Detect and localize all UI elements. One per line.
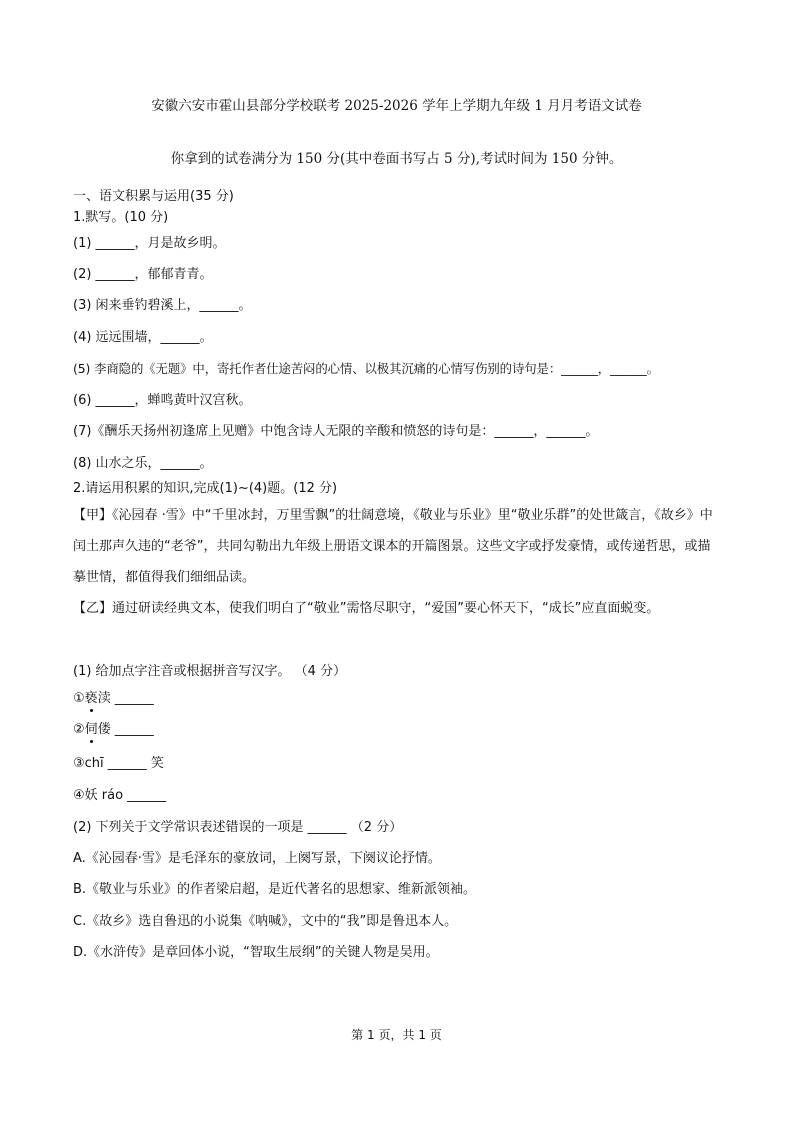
option-b: B.《敬业与乐业》的作者梁启超，是近代著名的思想家、维新派领袖。 (73, 882, 477, 897)
option-a: A.《沁园春·雪》是毛泽东的豪放词，上阕写景，下阕议论抒情。 (73, 851, 441, 866)
item-rest: 渎 ______ (97, 691, 154, 706)
section-heading: 一、语文积累与运用(35 分) (73, 189, 234, 204)
q2-sub1-item-4: ④妖 ráo ______ (73, 788, 167, 803)
document-title: 安徽六安市霍山县部分学校联考 2025-2026 学年上学期九年级 1 月月考语文试卷 (151, 98, 642, 114)
q1-item-7: (7)《酬乐天扬州初逢席上见赠》中饱含诗人无限的辛酸和愤怒的诗句是：______，______。 (73, 424, 599, 439)
passage-jia: 【甲】《沁园春 ·雪》中“千里冰封，万里雪飘”的壮阔意境，《敬业与乐业》里“敬业乐群”的处世箴言，《故乡》中闰土那声久违的“老爷”，共同勾勒出九年级上册语文课本的开篇图景。这些文字或抒发豪情，或传递哲思，或描摹世情，都值得我们细细品读。 (73, 508, 713, 585)
q2-sub1-item-2 (73, 722, 154, 738)
question-1-header: 1.默写。(10 分) (73, 210, 169, 225)
option-d: D.《水浒传》是章回体小说，“智取生辰纲”的关键人物是吴用。 (73, 945, 439, 960)
dotted-character: 伺 (84, 722, 98, 737)
option-c: C.《故乡》选自鲁迅的小说集《呐喊》，文中的“我”即是鲁迅本人。 (73, 914, 458, 929)
q2-sub2-header: (2) 下列关于文学常识表述错误的一项是 ______ （2 分） (73, 820, 403, 835)
q1-item-4: (4) 远远围墙，______。 (73, 330, 213, 345)
item-marker: ① (73, 691, 85, 706)
q1-item-5: (5) 李商隐的《无题》中，寄托作者仕途苦闷的心情、以极其沉痛的心情写伤别的诗句是：______，______。 (73, 361, 659, 376)
page-footer: 第 1 页，共 1 页 (351, 1028, 442, 1042)
item-rest: 偻 ______ (97, 722, 154, 737)
q2-sub1-header: (1) 给加点字注音或根据拼音写汉字。 （4 分） (73, 664, 347, 679)
q1-item-8: (8) 山水之乐，______。 (73, 456, 213, 471)
q1-item-1: (1) ______，月是故乡明。 (73, 236, 226, 251)
q2-sub1-item-1 (73, 691, 154, 707)
q1-item-3: (3) 闲来垂钓碧溪上，______。 (73, 298, 252, 313)
passage-yi: 【乙】通过研读经典文本，使我们明白了“敬业”需恪尽职守，“爱国”要心怀天下，“成长”应直面蜕变。 (73, 601, 660, 616)
q1-item-2: (2) ______，郁郁青青。 (73, 267, 213, 282)
exam-instructions: 你拿到的试卷满分为 150 分(其中卷面书写占 5 分),考试时间为 150 分钟。 (170, 151, 623, 167)
q2-sub1-item-3: ③chī ______ 笑 (73, 756, 164, 771)
q1-item-6: (6) ______，蝉鸣黄叶汉宫秋。 (73, 393, 252, 408)
item-marker: ② (73, 722, 85, 737)
dotted-character: 亵 (84, 691, 98, 706)
question-2-header: 2.请运用积累的知识,完成(1)~(4)题。(12 分) (73, 481, 338, 496)
